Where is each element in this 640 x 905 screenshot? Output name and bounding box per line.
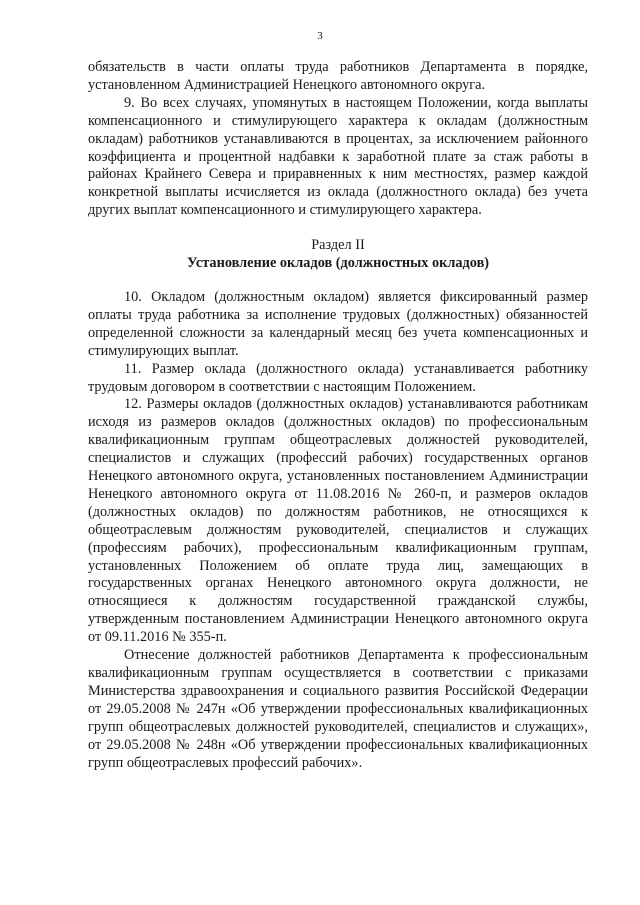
spacer bbox=[88, 220, 588, 237]
section-heading: Установление окладов (должностных окладов) bbox=[186, 255, 490, 272]
paragraph-9: 9. Во всех случаях, упомянутых в настоящем Положении, когда выплаты компенсационного и стимулирующего характера к окладам (должностным окладам) работников устанавливаются в процентах, за исключением районного коэффициента и процентной надбавки к заработной плате за стаж работы в районах Крайнего Севера и приравненных к ним местностях, размер каждой конкретной выплаты исчисляется из оклада (должностного оклада) без учета других выплат компенсационного и стимулирующего характера. bbox=[88, 94, 588, 219]
paragraph-attribution: Отнесение должностей работников Департамента к профессиональным квалификационным группам осуществляется в соответствии с приказами Министерства здравоохранения и социального развития Российской Федерации от 29.05.2008 № 247н «Об утверждении профессиональных квалификационных групп общеотраслевых должностей руководителей, специалистов и служащих», от 29.05.2008 № 248н «Об утверждении профессиональных квалификационных групп общеотраслевых профессий рабочих». bbox=[88, 647, 588, 771]
paragraph-11: 11. Размер оклада (должностного оклада) устанавливается работнику трудовым договором в соответствии с настоящим Положением. bbox=[88, 360, 588, 395]
paragraph-continued: обязательств в части оплаты труда работников Департамента в порядке, установленном Администрацией Ненецкого автономного округа. bbox=[88, 59, 588, 93]
paragraph-12: 12. Размеры окладов (должностных окладов) устанавливаются работникам исходя из размеров окладов (должностных окладов) по профессиональным квалификационным группам общеотраслевых должностей руководителей, специалистов и служащих (профессий рабочих) государственных органов Ненецкого автономного округа, установленных постановлением Администрации Ненецкого автономного округа от 11.08.2016 № 260-п, и размеров окладов (должностных окладов) по должностям работников, не относящихся к общеотраслевым должностям руководителей, специалистов и служащих (профессиям рабочих), профессиональным квалификационным группам, установленных Положением об оплате труда лиц, замещающих в государственных органах Ненецкого автономного округа должности, не относящиеся к должностям государственной гражданской службы, утвержденным постановлением Администрации Ненецкого автономного округа от 09.11.2016 № 355-п. bbox=[88, 396, 588, 646]
paragraph-10: 10. Окладом (должностным окладом) является фиксированный размер оплаты труда работника за исполнение трудовых (должностных) обязанностей определенной сложности за календарный месяц без учета компенсационных и стимулирующих выплат. bbox=[88, 288, 588, 359]
section-label: Раздел II bbox=[311, 237, 365, 254]
page-number: 3 bbox=[317, 30, 323, 42]
spacer bbox=[88, 273, 588, 289]
document-body bbox=[88, 59, 588, 772]
